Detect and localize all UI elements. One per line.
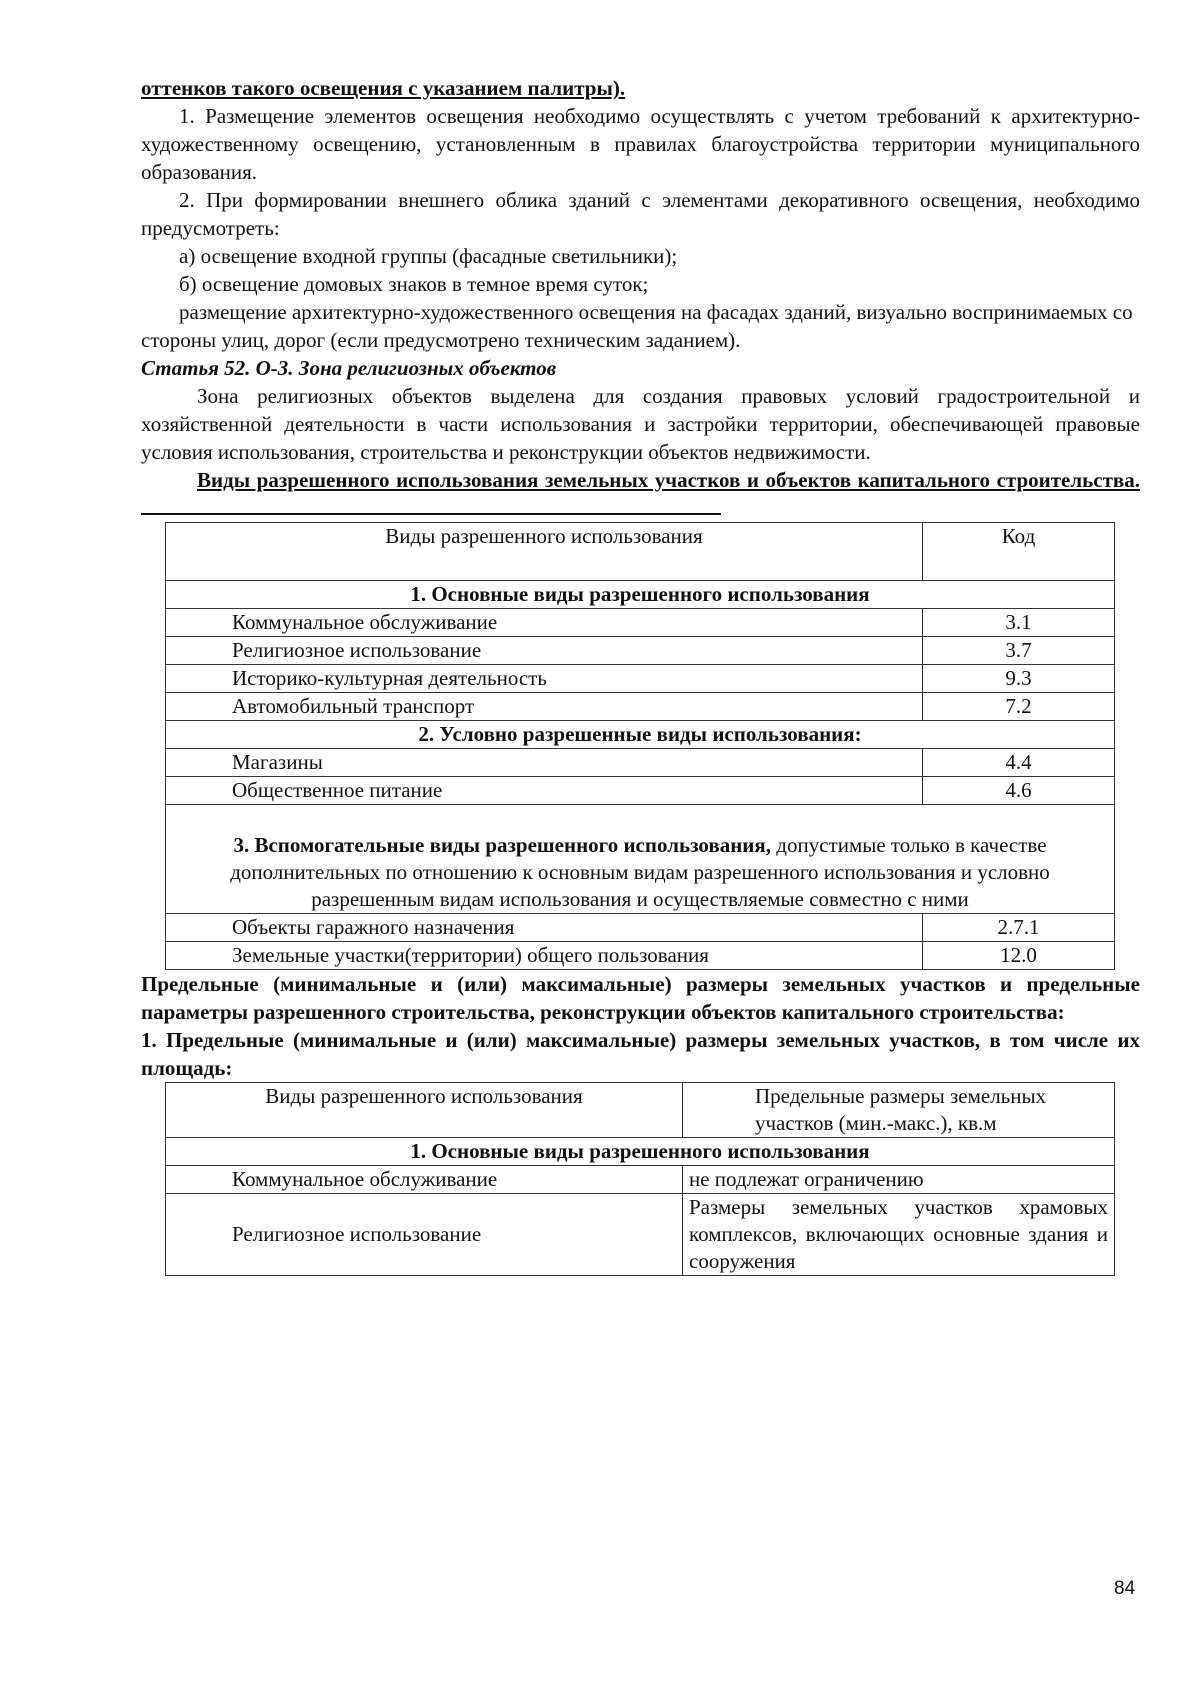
list-item-a: а) освещение входной группы (фасадные светильники); [179,244,678,268]
table-row [166,777,1115,805]
table-row [166,1166,1115,1194]
table-row [166,609,1115,637]
size-value: Размеры земельных участков храмовых комплексов, включающих основные здания и сооружения [683,1194,1115,1276]
use-code: 2.7.1 [923,914,1115,942]
section-3-title: 3. Вспомогательные виды разрешенного использования, [233,833,772,857]
uses-heading-text: Виды разрешенного использования земельных участков и объектов капитального строительства. [197,468,1140,492]
section-row [166,581,1115,609]
section-1-title: 1. Основные виды разрешенного использования [166,581,1115,609]
list-item-b: б) освещение домовых знаков в темное время суток; [179,272,649,296]
table-row [166,665,1115,693]
use-code: 9.3 [923,665,1115,693]
use-name: Общественное питание [166,777,923,805]
header-use-cell: Виды разрешенного использования [166,523,923,581]
limits-table [165,1082,1115,1276]
header-use-cell: Виды разрешенного использования [166,1083,683,1138]
use-code: 4.6 [923,777,1115,805]
header-code-cell: Код [923,523,1115,581]
article-title: Статья 52. О-3. Зона религиозных объектов [141,356,557,380]
section-2-title: 2. Условно разрешенные виды использования: [166,721,1115,749]
paragraph-2: 2. При формировании внешнего облика зданий с элементами декоративного освещения, необходимо предусмотреть: [141,188,1140,240]
section-row [166,805,1115,914]
header-size-cell: Предельные размеры земельных участков (мин.-макс.), кв.м [683,1083,1115,1138]
table-row [166,1194,1115,1276]
section-3-note: допустимые только в качестве дополнительных по отношению к основным видам разрешенного использования и условно разрешенным видам использования и осуществляемые совместно с ними [230,833,1050,911]
table-row [166,693,1115,721]
document-page [141,74,1140,1276]
use-name: Религиозное использование [166,637,923,665]
table-header-row [166,1083,1115,1138]
use-name: Магазины [166,749,923,777]
paragraph-1: 1. Размещение элементов освещения необходимо осуществлять с учетом требований к архитектурно-художественному освещению, установленным в правилах благоустройства территории муниципального образования. [141,104,1140,184]
uses-table [165,522,1115,970]
section-row [166,1138,1115,1166]
section-1-title: 1. Основные виды разрешенного использования [166,1138,1115,1166]
page-number: 84 [1114,1578,1136,1599]
use-name: Историко-культурная деятельность [166,665,923,693]
uses-heading [141,466,1140,522]
use-code: 3.7 [923,637,1115,665]
use-name: Коммунальное обслуживание [166,609,923,637]
table-row [166,914,1115,942]
table-header-row [166,523,1115,581]
use-code: 7.2 [923,693,1115,721]
limits-subheading: 1. Предельные (минимальные и (или) максимальные) размеры земельных участков, в том числе их площадь: [141,1028,1140,1080]
section-row [166,721,1115,749]
use-code: 12.0 [923,942,1115,970]
use-name: Религиозное использование [166,1194,683,1276]
heading-tail: оттенков такого освещения с указанием палитры). [141,76,626,100]
section-3-cell [166,805,1115,914]
use-name: Коммунальное обслуживание [166,1166,683,1194]
table-row [166,749,1115,777]
article-body: Зона религиозных объектов выделена для создания правовых условий градостроительной и хозяйственной деятельности в части использования и застройки территории, обеспечивающей правовые условия использования, строительства и реконструкции объектов недвижимости. [141,384,1140,464]
table-row [166,637,1115,665]
use-name: Автомобильный транспорт [166,693,923,721]
use-code: 4.4 [923,749,1115,777]
list-item-c: размещение архитектурно-художественного освещения на фасадах зданий, визуально воспринимаемых со стороны улиц, дорог (если предусмотрено техническим заданием). [141,300,1133,352]
underline-rule [141,495,721,515]
use-name: Земельные участки(территории) общего пользования [166,942,923,970]
table-row [166,942,1115,970]
use-code: 3.1 [923,609,1115,637]
use-name: Объекты гаражного назначения [166,914,923,942]
size-value: не подлежат ограничению [683,1166,1115,1194]
limits-heading: Предельные (минимальные и (или) максимальные) размеры земельных участков и предельные параметры разрешенного строительства, реконструкции объектов капитального строительства: [141,972,1140,1024]
